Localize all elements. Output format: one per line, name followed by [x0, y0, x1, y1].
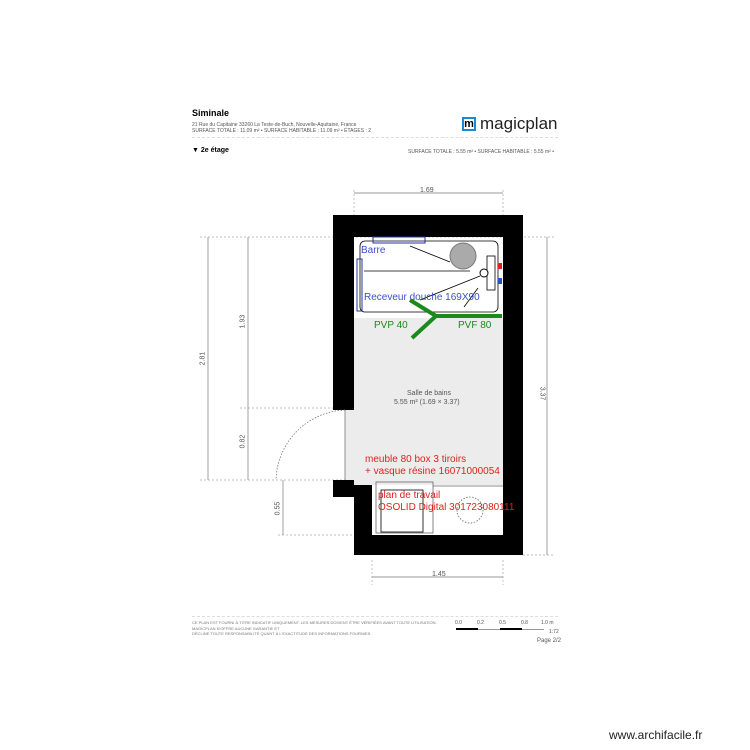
scale-tick: 0.8 — [521, 620, 528, 626]
project-title: Siminale — [192, 108, 230, 118]
disclaimer — [192, 620, 442, 637]
scale-ratio: 1:72 — [549, 629, 559, 635]
dim-left-upper: 1.93 — [239, 314, 247, 329]
label-meuble-2: + vasque résine 16071000054 — [365, 466, 500, 477]
floor-label: 2e étage — [200, 147, 229, 154]
project-summary: SURFACE TOTALE : 11.09 m² • SURFACE HABITABLE : 11.09 m² • ÉTAGES : 2 — [192, 128, 372, 134]
label-receveur: Receveur douche 169X90 — [364, 292, 480, 303]
scale-tick: 0.0 — [455, 620, 462, 626]
label-barre: Barre — [361, 245, 386, 256]
disclaimer-line-2: DÉCLINE TOUTE RESPONSABILITÉ QUANT À L'EXACTITUDE DES INFORMATIONS FOURNIES. — [192, 631, 372, 636]
project-address: 21 Rue du Capitaine 33260 La Teste-de-Buch, Nouvelle-Aquitaine, France — [192, 122, 357, 128]
room-name: Salle de bains — [407, 390, 451, 397]
scale-bar — [455, 620, 555, 640]
dim-left-total: 2.81 — [199, 351, 207, 366]
label-pvf: PVF 80 — [458, 320, 492, 331]
label-plan-2: OSOLID Digital 301723080111 — [378, 502, 515, 513]
label-pvp: PVP 40 — [374, 320, 408, 331]
disclaimer-line-1: CE PLAN EST FOURNI À TITRE INDICATIF UNIQUEMENT. LES MESURES DOIVENT ÊTRE VÉRIFIÉES AVANT TOUTE UTILISATION. MAGICPLAN N'OFFRE AUCUNE GARANTIE ET — [192, 620, 437, 631]
mixer-icon — [480, 269, 488, 277]
room-area: 5.55 m² (1.69 × 3.37) — [394, 399, 460, 406]
dim-right: 3.37 — [538, 386, 546, 401]
watermark: www.archifacile.fr — [609, 728, 703, 742]
dim-bottom: 1.45 — [432, 571, 446, 578]
page-number: Page 2/2 — [537, 638, 562, 644]
cold-valve-icon — [498, 278, 502, 284]
shower-head-icon — [450, 243, 476, 269]
dim-top: 1.69 — [420, 187, 434, 194]
dim-left-lower: 0.55 — [274, 501, 282, 516]
label-plan-1: plan de travail — [378, 490, 441, 501]
collapse-triangle-icon: ▼ — [192, 147, 201, 154]
scale-tick: 1.0 m — [541, 620, 554, 626]
dim-left-door: 0.82 — [239, 434, 247, 449]
shower-panel — [357, 259, 362, 311]
hot-valve-icon — [498, 263, 502, 269]
footer-divider — [192, 616, 558, 617]
magicplan-logo-text: magicplan — [480, 114, 558, 133]
label-meuble-1: meuble 80 box 3 tiroirs — [365, 454, 467, 465]
scale-tick: 0.5 — [499, 620, 506, 626]
scale-tick: 0.2 — [477, 620, 484, 626]
door — [276, 410, 345, 480]
magicplan-logo-icon: m — [462, 117, 476, 131]
floor-summary: SURFACE TOTALE : 5.55 m² • SURFACE HABITABLE : 5.55 m² • — [408, 149, 554, 155]
grab-bar — [373, 237, 425, 243]
